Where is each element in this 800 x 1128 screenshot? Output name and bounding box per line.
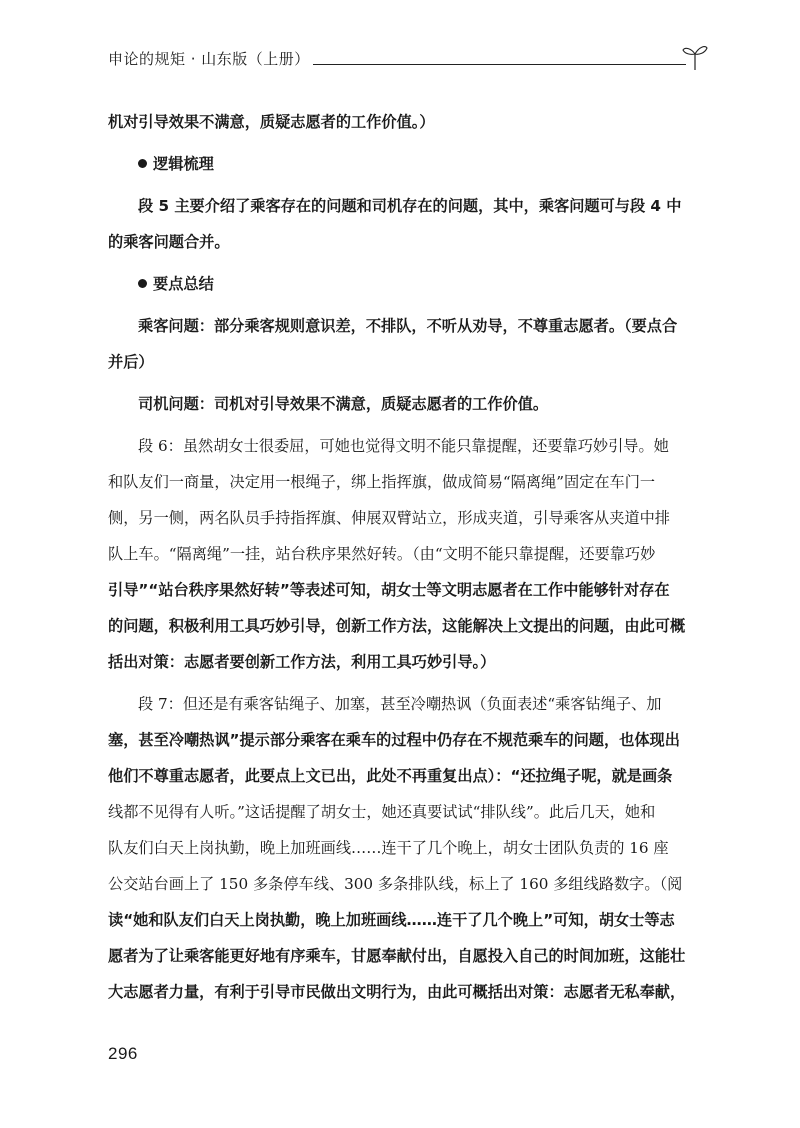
text-line: 并后） [108, 353, 154, 371]
text-line [108, 428, 704, 464]
page-body [108, 104, 704, 1010]
page-number: 296 [108, 1044, 138, 1063]
mixed-text: 公交站台画上了 150 多条停车线、300 多条排队线，标上了 160 多组线路数字。（阅 [108, 875, 683, 893]
text-line: 线都不见得有人听。”这话提醒了胡女士，她还真要试试“排队线”。此后几天，她和 [108, 803, 656, 821]
running-header [108, 40, 708, 80]
text-line [108, 866, 704, 902]
bullet-heading-summary [108, 266, 704, 302]
mixed-text: 队上车。“隔离绳”一挂，站台秩序果然好转。（由“文明不能只靠提醒，还要靠巧妙 [108, 545, 656, 563]
sprout-icon [682, 40, 708, 72]
text-line: 机对引导效果不满意，质疑志愿者的工作价值。） [108, 113, 435, 131]
mixed-text: 段 7：但还是有乘客钻绳子、加塞，甚至冷嘲热讽（负面表述“乘客钻绳子、加 [138, 695, 662, 713]
text-line: 段 5 主要介绍了乘客存在的问题和司机存在的问题，其中，乘客问题可与段 4 中 [138, 197, 682, 215]
text-line: 括出对策：志愿者要创新工作方法，利用工具巧妙引导。） [108, 653, 496, 671]
text-line: 愿者为了让乘客能更好地有序乘车，甘愿奉献付出，自愿投入自己的时间加班，这能壮 [108, 947, 686, 965]
source-text: 段 6：虽然胡女士很委屈，可她也觉得文明不能只靠提醒，还要靠巧妙引导。她 [138, 437, 669, 455]
text-line: 大志愿者力量，有利于引导市民做出文明行为，由此可概括出对策：志愿者无私奉献， [108, 983, 686, 1001]
text-line: 塞，甚至冷嘲热讽”提示部分乘客在乘车的过程中仍存在不规范乘车的问题，也体现出 [108, 731, 680, 749]
text-line [108, 536, 704, 572]
text-line: 他们不尊重志愿者，此要点上文已出，此处不再重复出点）：“还拉绳子呢，就是画条 [108, 767, 673, 785]
header-title: 申论的规矩 · 山东版（上册） [108, 50, 310, 68]
text-line: 引导”“站台秩序果然好转”等表述可知，胡女士等文明志愿者在工作中能够针对存在 [108, 581, 670, 599]
bullet-dot-icon [138, 159, 147, 168]
bullet-heading-label: 逻辑梳理 [153, 155, 214, 173]
bullet-heading-label: 要点总结 [153, 275, 214, 293]
text-line: 乘客问题：部分乘客规则意识差，不排队，不听从劝导，不尊重志愿者。（要点合 [138, 317, 678, 335]
header-rule [313, 64, 686, 65]
text-line: 队友们白天上岗执勤，晚上加班画线……连干了几个晚上，胡女士团队负责的 16 座 [108, 839, 669, 857]
bullet-heading-logic [108, 146, 704, 182]
bullet-dot-icon [138, 279, 147, 288]
text-line [108, 686, 704, 722]
text-line: 司机问题：司机对引导效果不满意，质疑志愿者的工作价值。 [138, 395, 549, 413]
text-line: 读“她和队友们白天上岗执勤，晚上加班画线……连干了几个晚上”可知，胡女士等志 [108, 911, 675, 929]
text-line: 的问题，积极利用工具巧妙引导，创新工作方法，这能解决上文提出的问题，由此可概 [108, 617, 686, 635]
text-line: 侧，另一侧，两名队员手持指挥旗、伸展双臂站立，形成夹道，引导乘客从夹道中排 [108, 509, 670, 527]
text-line: 的乘客问题合并。 [108, 233, 230, 251]
text-line: 和队友们一商量，决定用一根绳子，绑上指挥旗，做成简易“隔离绳”固定在车门一 [108, 473, 656, 491]
